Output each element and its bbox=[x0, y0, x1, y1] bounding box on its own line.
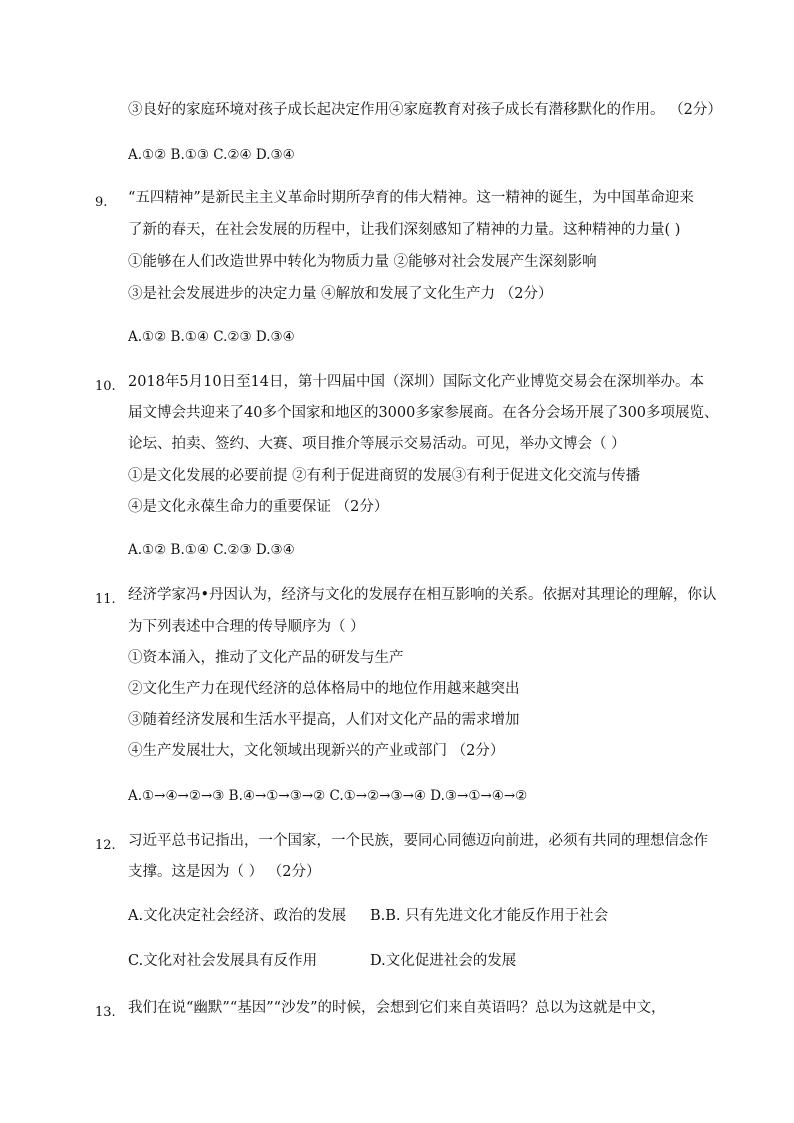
q13-stem-line-1: 我们在说“幽默”“基因”“沙发”的时候，会想到它们来自英语吗？总以为这就是中文， bbox=[128, 1000, 666, 1016]
q10-choice-line-2: ④是文化永葆生命力的重要保证 （2分） bbox=[128, 499, 389, 515]
q10-stem-line-1: 2018年5月10日至14日，第十四届中国（深圳）国际文化产业博览交易会在深圳举办。本 bbox=[128, 374, 705, 390]
q9-options: A.①② B.①④ C.②③ D.③④ bbox=[128, 329, 295, 345]
q9-choice-line-2: ③是社会发展进步的决定力量 ④解放和发展了文化生产力 （2分） bbox=[128, 286, 553, 302]
q11-stem-line-1: 经济学家冯•丹因认为，经济与文化的发展存在相互影响的关系。依据对其理论的理解，你认 bbox=[128, 587, 717, 603]
q11-stem-line-2: 为下列表述中合理的传导顺序为（ ） bbox=[128, 619, 365, 635]
q11-choice-line-4: ④生产发展壮大，文化领域出现新兴的产业或部门 （2分） bbox=[128, 743, 505, 759]
q12-option-a: A.文化决定社会经济、政治的发展 bbox=[128, 908, 347, 924]
q10-stem-line-3: 论坛、拍卖、签约、大赛、项目推介等展示交易活动。可见，举办文博会（ ） bbox=[128, 436, 626, 452]
q10-stem-line-2: 届文博会共迎来了40多个国家和地区的3000多家参展商。在各分会场开展了300多项展览、 bbox=[128, 405, 719, 421]
q8-statement-line: ③良好的家庭环境对孩子成长起决定作用④家庭教育对孩子成长有潜移默化的作用。 （2分） bbox=[128, 102, 722, 118]
q11-choice-line-1: ①资本涌入，推动了文化产品的研发与生产 bbox=[128, 650, 404, 666]
q9-choice-line-1: ①能够在人们改造世界中转化为物质力量 ②能够对社会发展产生深刻影响 bbox=[128, 254, 597, 270]
q11-options: A.①→④→②→③ B.④→①→③→② C.①→②→③→④ D.③→①→④→② bbox=[128, 788, 528, 804]
q12-option-d: D.文化促进社会的发展 bbox=[370, 953, 517, 969]
q12-option-b: B.B. 只有先进文化才能反作用于社会 bbox=[370, 908, 609, 924]
q12-option-c: C.文化对社会发展具有反作用 bbox=[128, 953, 318, 969]
q10-number: 10. bbox=[95, 379, 116, 394]
q10-choice-line-1: ①是文化发展的必要前提 ②有利于促进商贸的发展③有利于促进文化交流与传播 bbox=[128, 468, 641, 484]
q11-choice-line-2: ②文化生产力在现代经济的总体格局中的地位作用越来越突出 bbox=[128, 681, 520, 697]
q10-options: A.①② B.①④ C.②③ D.③④ bbox=[128, 542, 295, 558]
q9-stem-line-1: “五四精神”是新民主主义革命时期所孕育的伟大精神。这一精神的诞生，为中国革命迎来 bbox=[128, 190, 694, 206]
q8-options: A.①② B.①③ C.②④ D.③④ bbox=[128, 147, 295, 163]
q12-stem-line-2: 支撑。这是因为（ ） （2分） bbox=[128, 864, 321, 880]
q9-stem-line-2: 了新的春天，在社会发展的历程中，让我们深刻感知了精神的力量。这种精神的力量( ) bbox=[128, 222, 681, 238]
q12-number: 12. bbox=[95, 838, 116, 853]
q13-number: 13. bbox=[95, 1005, 116, 1020]
q11-choice-line-3: ③随着经济发展和生活水平提高，人们对文化产品的需求增加 bbox=[128, 712, 520, 728]
q11-number: 11. bbox=[95, 592, 116, 607]
q12-stem-line-1: 习近平总书记指出，一个国家，一个民族，要同心同德迈向前进，必须有共同的理想信念作 bbox=[128, 833, 708, 849]
q9-number: 9. bbox=[95, 195, 108, 210]
